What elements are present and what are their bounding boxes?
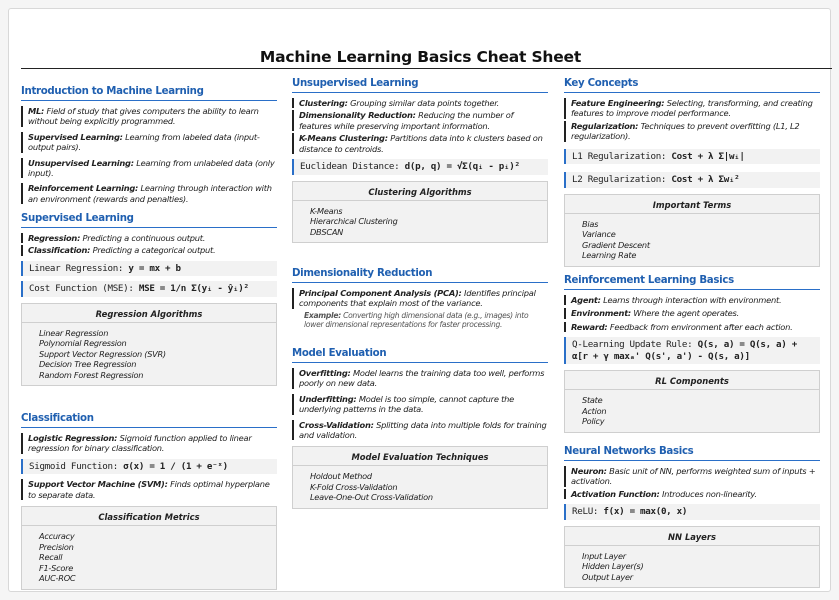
section-classification	[21, 412, 277, 590]
definition-item: Underfitting: Model is too simple, cannot capture the underlying patterns in the data.	[292, 394, 548, 415]
section-dimensionality-reduction	[292, 267, 548, 330]
list-item: Gradient Descent	[582, 239, 650, 250]
list-item: Accuracy	[39, 531, 75, 542]
section-intro-ml	[21, 85, 277, 204]
definition-item: Clustering: Grouping similar data points together.	[292, 98, 548, 108]
box-title: Important Terms	[565, 200, 819, 214]
definition-item: Overfitting: Model learns the training data too well, performs poorly on new data.	[292, 368, 548, 389]
section-divider	[292, 282, 548, 283]
definition-item: Classification: Predicting a categorical output.	[21, 245, 277, 255]
section-divider	[21, 227, 277, 228]
box-title: Model Evaluation Techniques	[293, 452, 547, 466]
classification-metrics-box	[21, 506, 277, 590]
definition-item: Agent: Learns through interaction with environment.	[564, 295, 820, 305]
nn-layers-box	[564, 526, 820, 589]
list-item: F1-Score	[39, 562, 73, 573]
formula-cost-function: Cost Function (MSE): MSE = 1/n Σ(yᵢ - ŷᵢ)²	[21, 281, 277, 297]
list-item: Decision Tree Regression	[39, 359, 137, 370]
definition-item: Dimensionality Reduction: Reducing the number of features while preserving important information.	[292, 110, 548, 131]
regression-algorithms-box	[21, 303, 277, 387]
section-title: Supervised Learning	[21, 213, 134, 224]
formula-l2-regularization: L2 Regularization: Cost + λ Σwᵢ²	[564, 172, 820, 188]
list-item: Hierarchical Clustering	[310, 216, 398, 227]
list-item: Random Forest Regression	[39, 369, 144, 380]
rl-components-box	[564, 370, 820, 433]
clustering-algorithms-box	[292, 181, 548, 244]
list-item: Input Layer	[582, 550, 626, 561]
section-title: Model Evaluation	[292, 348, 387, 359]
list-item: Polynomial Regression	[39, 338, 127, 349]
list-item: Leave-One-Out Cross-Validation	[310, 492, 433, 503]
box-title: Regression Algorithms	[22, 309, 276, 323]
section-key-concepts	[564, 77, 820, 267]
section-reinforcement-learning	[564, 274, 820, 433]
title-divider	[21, 68, 832, 69]
list-item: Output Layer	[582, 571, 633, 582]
section-neural-networks	[564, 445, 820, 588]
definition-item: K-Means Clustering: Partitions data into k clusters based on distance to centroids.	[292, 133, 548, 154]
section-title: Reinforcement Learning Basics	[564, 275, 734, 286]
section-divider	[564, 289, 820, 290]
list-item: K-Fold Cross-Validation	[310, 481, 398, 492]
box-title: NN Layers	[565, 532, 819, 546]
list-item: AUC-ROC	[39, 573, 76, 584]
list-item: Variance	[582, 229, 616, 240]
cheat-sheet-page	[8, 8, 831, 592]
formula-linear-regression: Linear Regression: y = mx + b	[21, 261, 277, 277]
model-evaluation-techniques-box	[292, 446, 548, 509]
definition-item: Cross-Validation: Splitting data into multiple folds for training and validation.	[292, 420, 548, 441]
definition-item: Regularization: Techniques to prevent overfitting (L1, L2 regularization).	[564, 121, 820, 142]
definition-item: Support Vector Machine (SVM): Finds optimal hyperplane to separate data.	[21, 479, 277, 500]
section-title: Key Concepts	[564, 78, 639, 89]
important-terms-box	[564, 194, 820, 267]
formula-euclidean-distance: Euclidean Distance: d(p, q) = √Σ(qᵢ - pᵢ)²	[292, 159, 548, 175]
section-divider	[292, 362, 548, 363]
definition-item: Neuron: Basic unit of NN, performs weighted sum of inputs + activation.	[564, 466, 820, 487]
list-item: Hidden Layer(s)	[582, 561, 644, 572]
list-item: Action	[582, 405, 607, 416]
box-title: Classification Metrics	[22, 512, 276, 526]
list-item: Precision	[39, 541, 74, 552]
definition-item: ML: Field of study that gives computers the ability to learn without being explicitly programmed.	[21, 106, 277, 127]
definition-item: Activation Function: Introduces non-linearity.	[564, 489, 820, 499]
definition-item: Reinforcement Learning: Learning through interaction with an environment (rewards and penalties).	[21, 183, 277, 204]
list-item: Bias	[582, 218, 599, 229]
definition-item: Reward: Feedback from environment after each action.	[564, 322, 820, 332]
page-title: Machine Learning Basics Cheat Sheet	[259, 48, 582, 66]
section-supervised-learning	[21, 212, 277, 386]
section-title: Classification	[21, 413, 94, 424]
section-title: Dimensionality Reduction	[292, 268, 433, 279]
section-divider	[292, 92, 548, 93]
section-divider	[21, 427, 277, 428]
section-unsupervised-learning	[292, 77, 548, 243]
definition-item: Supervised Learning: Learning from labeled data (input-output pairs).	[21, 132, 277, 153]
section-divider	[564, 92, 820, 93]
box-title: RL Components	[565, 376, 819, 390]
section-divider	[564, 460, 820, 461]
definition-item: Environment: Where the agent operates.	[564, 308, 820, 318]
list-item: K-Means	[310, 205, 343, 216]
definition-item: Feature Engineering: Selecting, transforming, and creating features to improve model performance.	[564, 98, 820, 119]
section-divider	[21, 100, 277, 101]
list-item: Recall	[39, 552, 63, 563]
box-title: Clustering Algorithms	[293, 187, 547, 201]
formula-q-learning: Q-Learning Update Rule: Q(s, a) = Q(s, a) + α[r + γ maxₐ' Q(s', a') - Q(s, a)]	[564, 337, 820, 364]
definition-item: Unsupervised Learning: Learning from unlabeled data (only input).	[21, 158, 277, 179]
section-title: Neural Networks Basics	[564, 446, 694, 457]
definition-item: Regression: Predicting a continuous output.	[21, 233, 277, 243]
section-model-evaluation	[292, 347, 548, 509]
example-note: Example: Converting high dimensional data (e.g., images) into lower dimensional representations for faster processing.	[304, 310, 529, 330]
list-item: Support Vector Regression (SVR)	[39, 348, 166, 359]
formula-sigmoid: Sigmoid Function: σ(x) = 1 / (1 + e⁻ˣ)	[21, 459, 277, 475]
definition-item: Principal Component Analysis (PCA): Identifies principal components that explain most of the variance.	[292, 288, 548, 309]
formula-l1-regularization: L1 Regularization: Cost + λ Σ|wᵢ|	[564, 149, 820, 165]
section-title: Introduction to Machine Learning	[21, 86, 204, 97]
list-item: Learning Rate	[582, 250, 637, 261]
formula-relu: ReLU: f(x) = max(0, x)	[564, 504, 820, 520]
list-item: Linear Regression	[39, 327, 109, 338]
definition-item: Logistic Regression: Sigmoid function applied to linear regression for binary classification.	[21, 433, 277, 454]
list-item: State	[582, 395, 603, 406]
list-item: Policy	[582, 416, 605, 427]
section-title: Unsupervised Learning	[292, 78, 419, 89]
list-item: DBSCAN	[310, 226, 344, 237]
list-item: Holdout Method	[310, 471, 372, 482]
